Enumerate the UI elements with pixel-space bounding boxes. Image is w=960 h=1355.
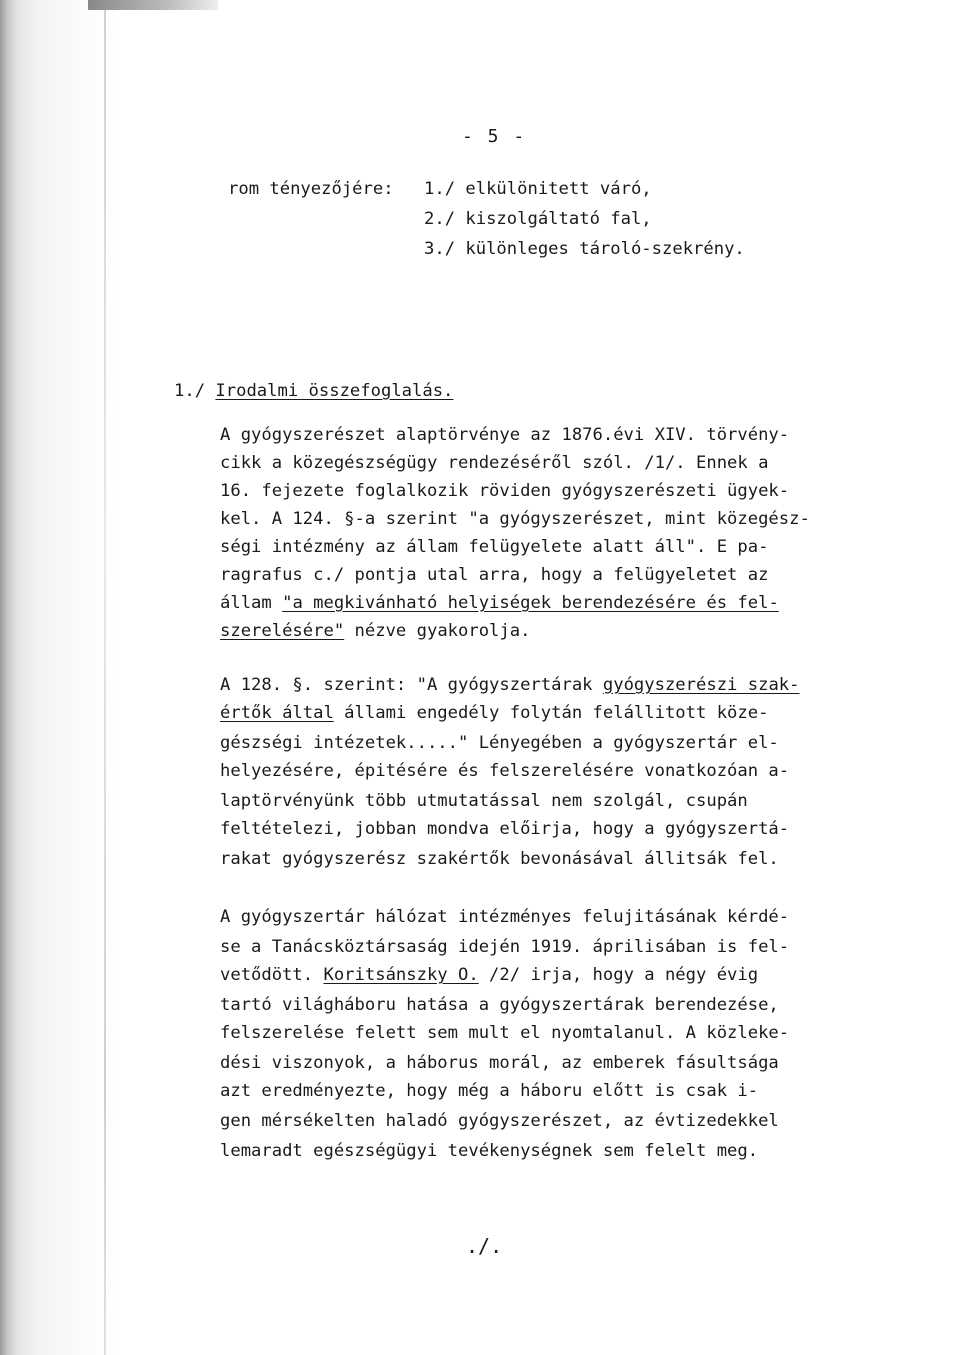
paragraph-line xyxy=(220,702,768,724)
paragraph-line xyxy=(220,964,758,986)
paragraph-line: gészségi intézetek....." Lényegében a gyógyszertár el- xyxy=(220,733,779,753)
underlined-phrase: gyógyszerészi szak- xyxy=(602,675,800,695)
text-run: állami engedély folytán felállitott köze- xyxy=(333,703,769,723)
continuation-mark: ./. xyxy=(466,1234,503,1258)
text-run: nézve gyakorolja. xyxy=(344,621,531,641)
list-intro: rom tényezőjére: xyxy=(228,179,394,199)
paragraph-line: ragrafus c./ pontja utal arra, hogy a felügyeletet az xyxy=(220,565,769,585)
text-run: A 128. §. szerint: "A gyógyszertárak xyxy=(220,675,603,695)
section-heading xyxy=(174,380,453,402)
list-item: 1./ elkülönitett váró, xyxy=(424,179,652,199)
paragraph-line: ségi intézmény az állam felügyelete alatt áll". E pa- xyxy=(220,537,769,557)
text-run: vetődött. xyxy=(220,965,324,985)
section-number: 1./ xyxy=(174,381,216,401)
paragraph-line: cikk a közegészségügy rendezéséről szól. /1/. Ennek a xyxy=(220,453,769,473)
page-number: - 5 - xyxy=(462,126,527,147)
binding-edge xyxy=(104,0,106,1355)
scan-artifact xyxy=(88,0,218,10)
section-title: Irodalmi összefoglalás. xyxy=(215,381,454,401)
list-item: 2./ kiszolgáltató fal, xyxy=(424,209,652,229)
list-item: 3./ különleges tároló-szekrény. xyxy=(424,239,745,259)
underlined-quote: "a megkivánható helyiségek berendezésére és fel- xyxy=(282,593,779,613)
paragraph-line: gen mérsékelten haladó gyógyszerészet, az évtizedekkel xyxy=(220,1111,779,1131)
paragraph-line: lemaradt egészségügyi tevékenységnek sem felelt meg. xyxy=(220,1141,759,1161)
paragraph-line: felszerelése felett sem mult el nyomtalanul. A közleke- xyxy=(220,1023,790,1043)
paragraph-line xyxy=(220,674,799,696)
paragraph-line: laptörvényünk több utmutatással nem szolgál, csupán xyxy=(220,791,748,811)
paragraph-line xyxy=(220,620,530,642)
paragraph-line: kel. A 124. §-a szerint "a gyógyszerészet, mint közegész- xyxy=(220,509,810,529)
paragraph-line: helyezésére, épitésére és felszerelésére vonatkozóan a- xyxy=(220,761,790,781)
paragraph-line: A gyógyszerészet alaptörvénye az 1876.évi XIV. törvény- xyxy=(220,425,790,445)
paragraph-line: A gyógyszertár hálózat intézményes felujitásának kérdé- xyxy=(220,907,790,927)
paragraph-line: rakat gyógyszerész szakértők bevonásával állitsák fel. xyxy=(220,849,779,869)
author-reference: Koritsánszky O. xyxy=(323,965,479,985)
underlined-phrase: értők által xyxy=(220,703,334,723)
binding-shadow xyxy=(0,0,120,1355)
text-run: /2/ irja, hogy a négy évig xyxy=(478,965,759,985)
text-run: állam xyxy=(220,593,283,613)
paragraph-line: feltételezi, jobban mondva előirja, hogy a gyógyszertá- xyxy=(220,819,790,839)
paragraph-line: se a Tanácsköztársaság idején 1919. áprilisában is fel- xyxy=(220,937,790,957)
underlined-quote: szerelésére" xyxy=(220,621,345,641)
paragraph-line: 16. fejezete foglalkozik röviden gyógyszerészeti ügyek- xyxy=(220,481,790,501)
paragraph-line: tartó világháboru hatása a gyógyszertárak berendezése, xyxy=(220,995,779,1015)
paragraph-line xyxy=(220,592,779,614)
paragraph-line: dési viszonyok, a háborus morál, az emberek fásultsága xyxy=(220,1053,779,1073)
paragraph-line: azt eredményezte, hogy még a háboru előtt is csak i- xyxy=(220,1081,759,1101)
